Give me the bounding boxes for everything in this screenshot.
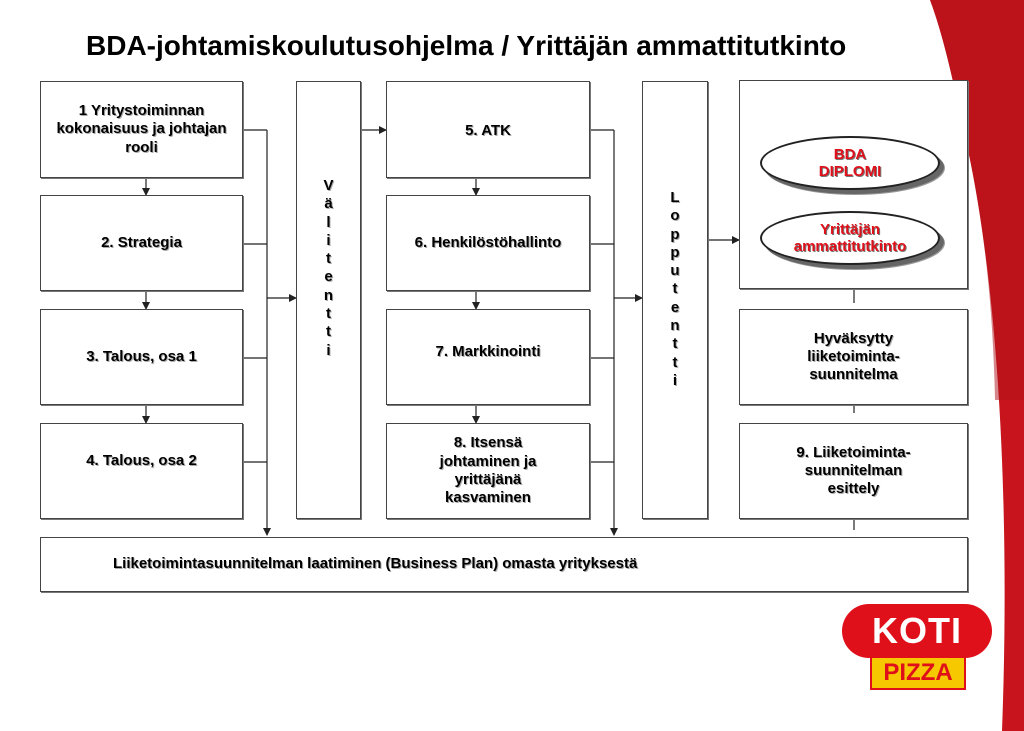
module-2-label: 2. Strategia [101,233,182,251]
valitentti-box [296,81,361,519]
module-6-box [386,195,590,291]
module-4-box [40,423,243,519]
valitentti-letter: ä [324,195,333,213]
lopputentti-letter: t [672,335,678,353]
ammattitutkinto-oval: Yrittäjän ammattitutkinto [760,211,940,265]
valitentti-letter: t [326,323,331,341]
module-3-label: 3. Talous, osa 1 [86,347,197,365]
bda-diploma-oval: BDA DIPLOMI [760,136,940,190]
koti-pizza-logo [832,600,1000,695]
module-3-box [40,309,243,405]
module-7-box [386,309,590,405]
page-title: BDA-johtamiskoulutusohjelma / Yrittäjän ammattitutkinto [86,30,847,61]
module-5-box [386,81,590,178]
module-6-label: 6. Henkilöstöhallinto [414,233,562,251]
module-2-box [40,195,243,291]
business-plan-label: Liiketoimintasuunnitelman laatiminen (Business Plan) omasta yrityksestä [113,555,638,572]
lopputentti-letter: L [670,189,680,206]
valitentti-letter: i [326,231,331,249]
plan-presentation-box [739,423,968,519]
valitentti-letter: t [326,250,331,268]
module-8-box [386,423,590,519]
lopputentti-box [642,81,708,519]
approved-plan-box [739,309,968,405]
business-plan-bar [40,537,968,592]
lopputentti-letter: u [670,262,680,280]
lopputentti-letter: t [672,353,678,371]
logo-pizza-badge [870,656,966,690]
valitentti-letter: i [326,341,331,359]
lopputentti-letter: p [670,243,680,261]
module-1-box [40,81,243,178]
logo-koti-badge [842,604,992,658]
lopputentti-letter: i [672,371,678,389]
module-1-label: 1 Yritystoiminnan kokonaisuus ja johtajan rooli [56,102,227,156]
module-4-label: 4. Talous, osa 2 [86,452,197,469]
valitentti-letter: e [324,268,333,286]
lopputentti-letter: o [670,207,680,225]
lopputentti-letter: t [672,280,678,298]
valitentti-letter: l [326,213,331,231]
lopputentti-letter: e [670,298,680,316]
valitentti-letter: V [323,177,334,194]
module-5-label: 5. ATK [465,122,511,139]
valitentti-letter: n [323,286,334,304]
logo-pizza-text: PIZZA [883,659,953,686]
module-7-label: 7. Markkinointi [435,343,541,360]
lopputentti-letter: n [670,317,680,335]
approved-plan-label: Hyväksytty liiketoiminta- suunnitelma [807,329,900,384]
valitentti-letter: t [326,305,331,323]
plan-presentation-label: 9. Liiketoiminta- suunnitelman esittely [796,443,911,498]
lopputentti-letter: p [670,225,680,243]
module-8-label: 8. Itsensä johtaminen ja yrittäjänä kasvaminen [439,434,537,507]
logo-koti-text: KOTI [872,610,962,651]
